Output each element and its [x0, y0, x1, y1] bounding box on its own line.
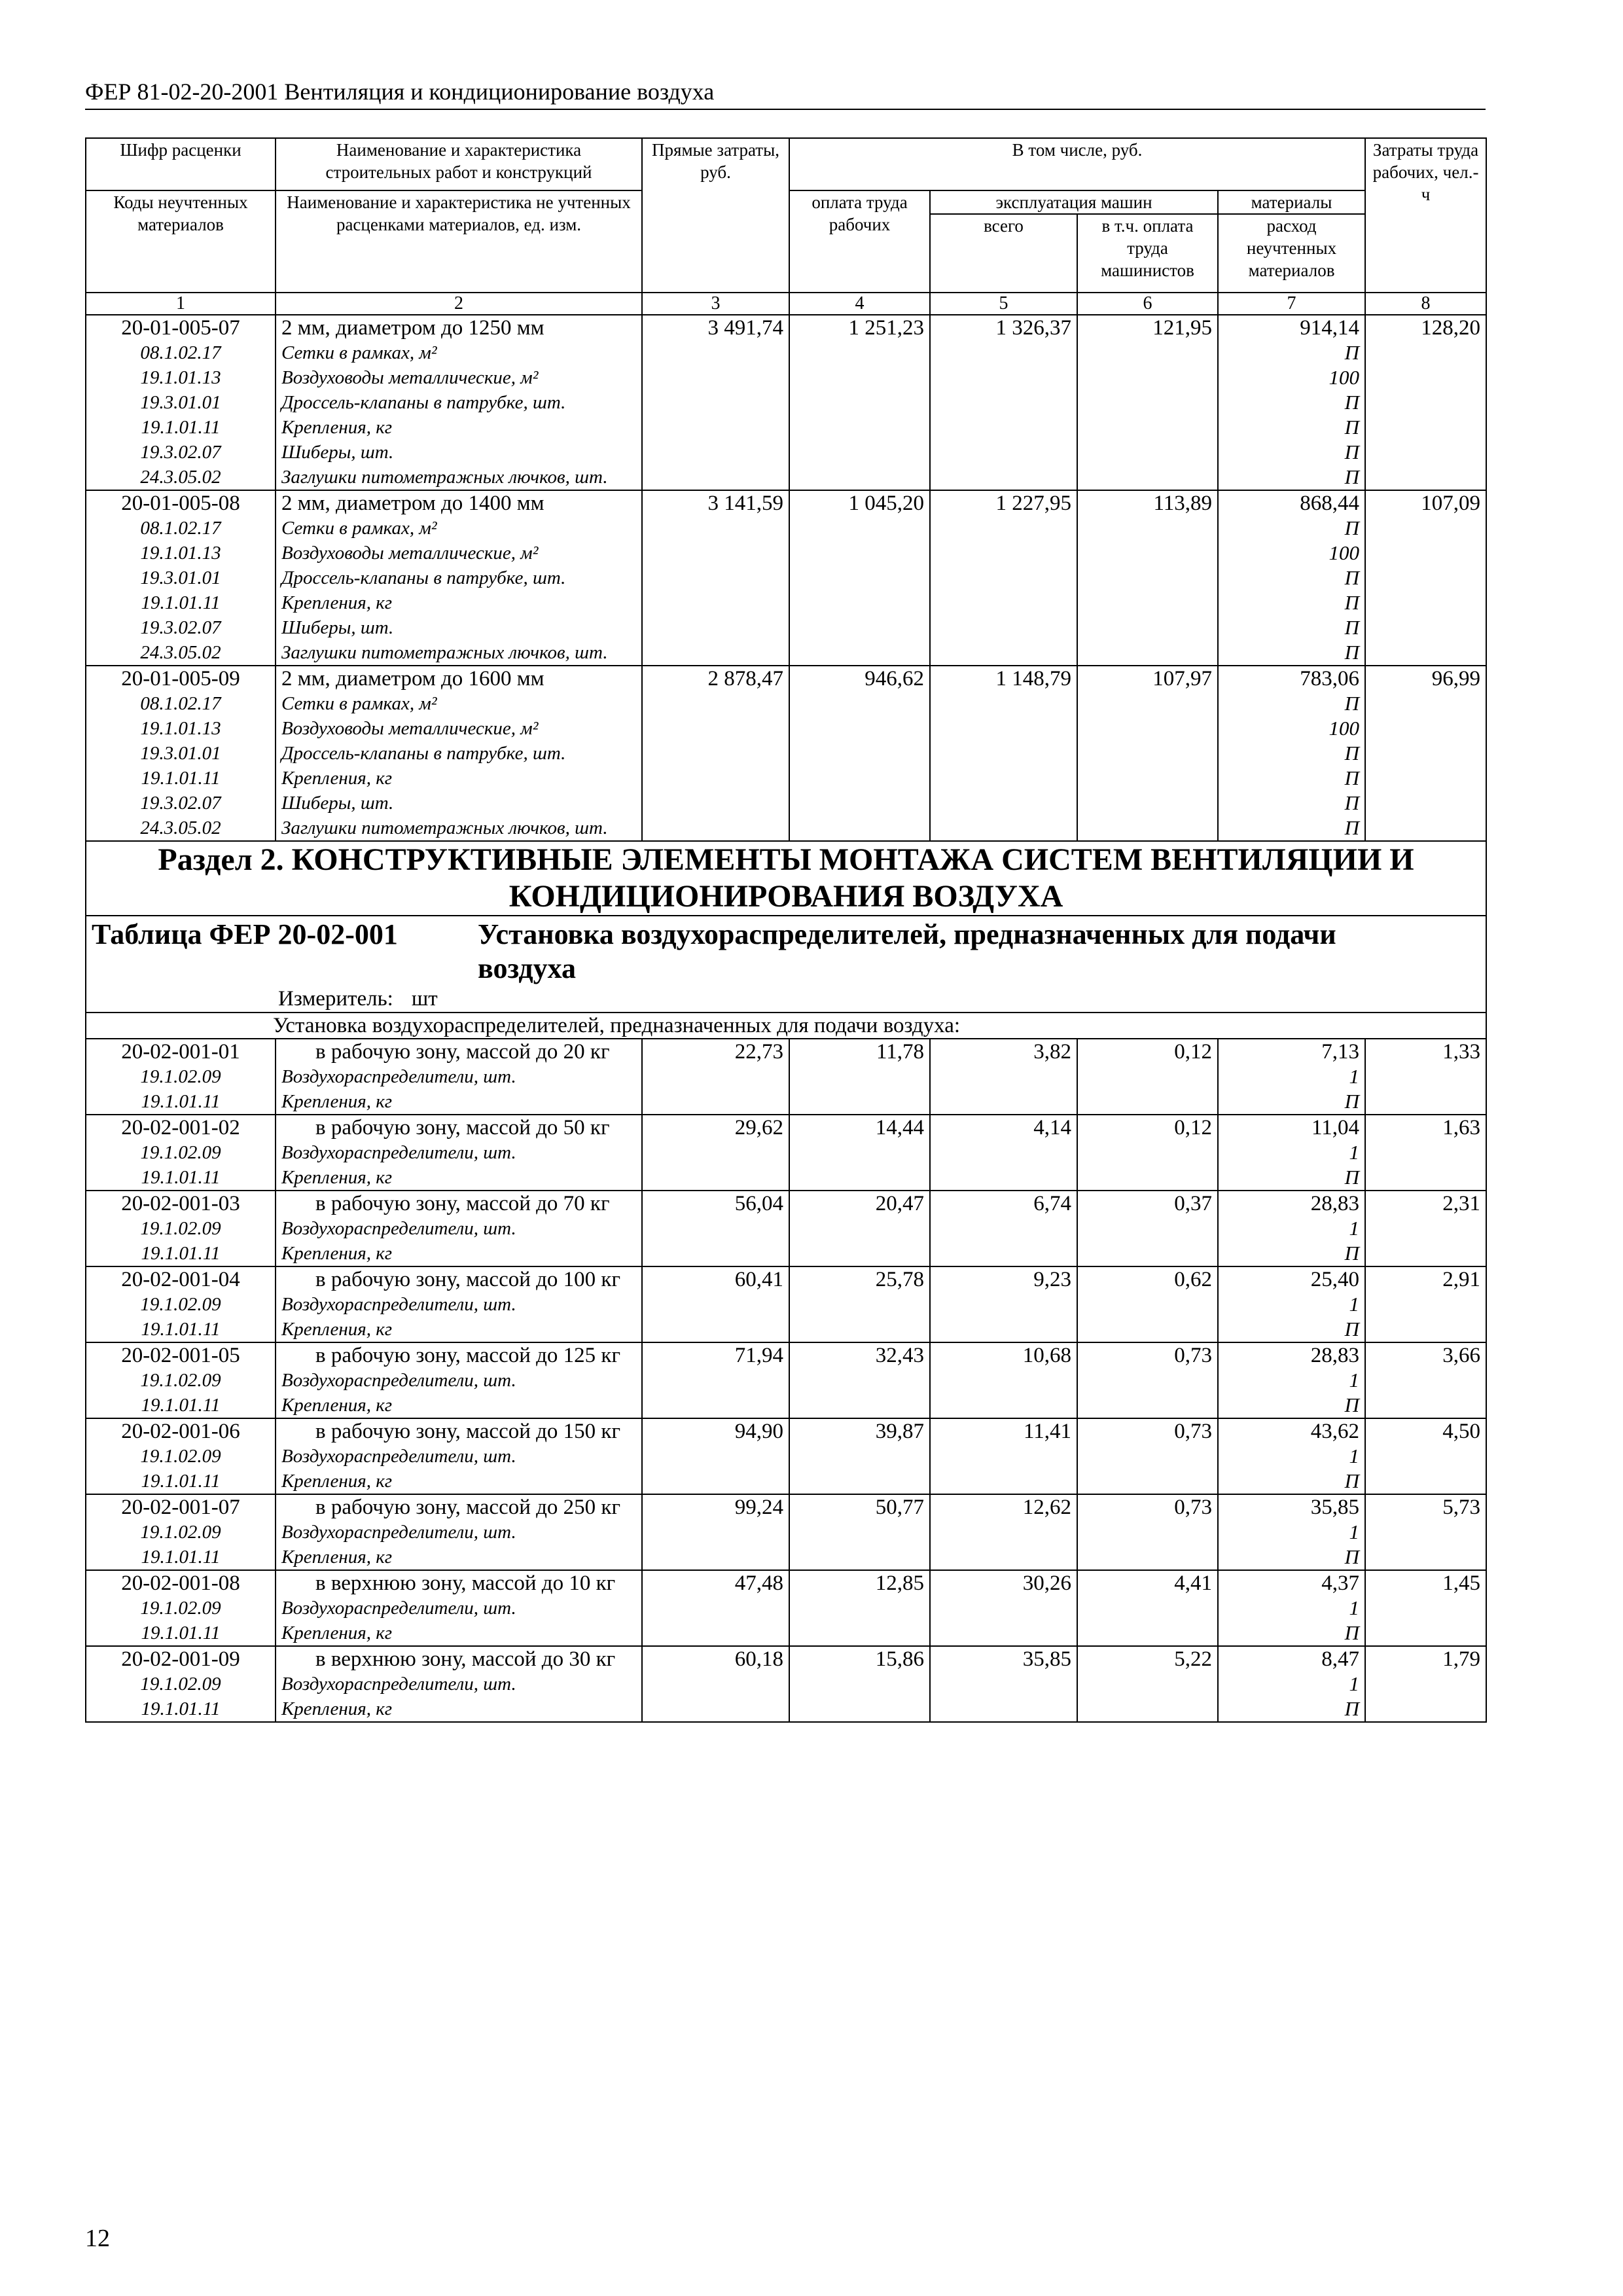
value-mach-total: 30,26: [930, 1570, 1077, 1646]
rate-row: [86, 1646, 1486, 1722]
value-materials: 7,13: [1321, 1040, 1360, 1064]
material-name: Воздухораспределители, шт.: [281, 1218, 516, 1239]
value-mach-labor: 121,95: [1077, 315, 1218, 490]
material-name: Сетки в рамках, м²: [281, 342, 437, 363]
value-labor-hours: 1,63: [1365, 1115, 1486, 1191]
material-name: Дроссель-клапаны в патрубке, шт.: [281, 743, 566, 764]
material-code: 19.3.01.01: [140, 567, 221, 588]
rate-name-cell: [276, 1646, 642, 1722]
value-mach-total: 35,85: [930, 1646, 1077, 1722]
value-labor-hours: 3,66: [1365, 1342, 1486, 1418]
value-labor-hours: 1,33: [1365, 1039, 1486, 1115]
value-mach-total: 9,23: [930, 1266, 1077, 1342]
value-labor-hours: 2,91: [1365, 1266, 1486, 1342]
material-code: 19.1.01.11: [141, 417, 221, 438]
material-name: Крепления, кг: [281, 1698, 393, 1719]
value-mach-total: 6,74: [930, 1191, 1077, 1266]
section-title: Раздел 2. КОНСТРУКТИВНЫЕ ЭЛЕМЕНТЫ МОНТАЖА СИСТЕМ ВЕНТИЛЯЦИИ И КОНДИЦИОНИРОВАНИЯ ВОЗДУХА: [86, 841, 1486, 916]
material-quantity: П: [1344, 766, 1360, 789]
value-labor: 20,47: [789, 1191, 930, 1266]
rate-code-cell: [86, 666, 276, 841]
material-code: 19.1.01.11: [141, 768, 221, 789]
material-quantity: П: [1344, 1393, 1360, 1416]
material-code: 19.1.01.13: [140, 718, 221, 739]
value-mach-labor: 0,12: [1077, 1115, 1218, 1191]
value-labor-hours: 107,09: [1365, 490, 1486, 666]
material-quantity: П: [1344, 1621, 1360, 1644]
material-quantity: 1: [1349, 1065, 1360, 1088]
material-quantity: 1: [1349, 1141, 1360, 1164]
rate-name: 2 мм, диаметром до 1600 мм: [281, 667, 544, 691]
material-name: Крепления, кг: [281, 1091, 393, 1112]
material-code: 24.3.05.02: [140, 817, 221, 838]
material-code: 08.1.02.17: [140, 342, 221, 363]
measure-unit: [92, 986, 1480, 1012]
material-code: 19.1.02.09: [140, 1218, 221, 1239]
material-quantity: П: [1344, 416, 1360, 439]
materials-cell: [1218, 1039, 1365, 1115]
material-code: 24.3.05.02: [140, 467, 221, 488]
material-name: Дроссель-клапаны в патрубке, шт.: [281, 392, 566, 413]
page-header: ФЕР 81-02-20-2001 Вентиляция и кондиционирование воздуха: [85, 77, 1486, 110]
value-direct: 56,04: [642, 1191, 789, 1266]
material-name: Дроссель-клапаны в патрубке, шт.: [281, 567, 566, 588]
material-code: 19.1.01.11: [141, 1243, 221, 1264]
material-code: 19.1.02.09: [140, 1370, 221, 1391]
material-quantity: 1: [1349, 1596, 1360, 1619]
table-number: Таблица ФЕР 20-02-001: [92, 918, 398, 950]
material-quantity: П: [1344, 1242, 1360, 1265]
column-number: 3: [642, 293, 789, 315]
material-quantity: П: [1344, 516, 1360, 539]
value-mach-labor: 5,22: [1077, 1646, 1218, 1722]
value-mach-labor: 113,89: [1077, 490, 1218, 666]
material-quantity: П: [1344, 742, 1360, 764]
rate-name-cell: [276, 1191, 642, 1266]
col-header-unaccounted-names: Наименование и характеристика не учтенных расценками материалов, ед. изм.: [276, 190, 642, 293]
value-direct: 22,73: [642, 1039, 789, 1115]
material-name: Воздухораспределители, шт.: [281, 1142, 516, 1163]
value-direct: 71,94: [642, 1342, 789, 1418]
material-quantity: 100: [1329, 717, 1360, 740]
materials-cell: [1218, 490, 1365, 666]
rate-code-cell: [86, 1418, 276, 1494]
value-labor: 15,86: [789, 1646, 930, 1722]
material-name: Крепления, кг: [281, 1243, 393, 1264]
col-header-direct: Прямые затраты, руб.: [642, 138, 789, 293]
material-quantity: П: [1344, 391, 1360, 414]
value-direct: 2 878,47: [642, 666, 789, 841]
rate-code: 20-02-001-06: [121, 1420, 240, 1443]
rate-code: 20-02-001-03: [121, 1192, 240, 1215]
material-code: 08.1.02.17: [140, 518, 221, 539]
value-labor-hours: 96,99: [1365, 666, 1486, 841]
material-code: 19.1.02.09: [140, 1142, 221, 1163]
material-name: Крепления, кг: [281, 592, 393, 613]
material-code: 19.1.01.11: [141, 1319, 221, 1340]
value-labor: 12,85: [789, 1570, 930, 1646]
materials-cell: [1218, 1342, 1365, 1418]
material-name: Крепления, кг: [281, 1623, 393, 1643]
rate-name-cell: [276, 1570, 642, 1646]
value-mach-total: 4,14: [930, 1115, 1077, 1191]
value-materials: 11,04: [1311, 1116, 1360, 1139]
table-title: [92, 918, 1480, 986]
rate-name-cell: [276, 490, 642, 666]
value-labor: 25,78: [789, 1266, 930, 1342]
table-name: Установка воздухораспределителей, предназначенных для подачи воздуха: [478, 918, 1336, 984]
value-labor-hours: 128,20: [1365, 315, 1486, 490]
column-number: 2: [276, 293, 642, 315]
material-code: 19.1.02.09: [140, 1294, 221, 1315]
value-mach-labor: 0,12: [1077, 1039, 1218, 1115]
material-quantity: П: [1344, 591, 1360, 614]
material-quantity: П: [1344, 1166, 1360, 1189]
material-name: Крепления, кг: [281, 1167, 393, 1188]
value-labor-hours: 4,50: [1365, 1418, 1486, 1494]
value-materials: 914,14: [1300, 316, 1360, 340]
value-mach-total: 10,68: [930, 1342, 1077, 1418]
material-quantity: 1: [1349, 1672, 1360, 1695]
page-number: 12: [85, 2225, 110, 2252]
rate-name-cell: [276, 1115, 642, 1191]
rate-code-cell: [86, 315, 276, 490]
value-mach-labor: 0,37: [1077, 1191, 1218, 1266]
value-mach-total: 1 326,37: [930, 315, 1077, 490]
material-quantity: 100: [1329, 366, 1360, 389]
material-quantity: 1: [1349, 1293, 1360, 1316]
value-direct: 60,18: [642, 1646, 789, 1722]
material-name: Воздухораспределители, шт.: [281, 1370, 516, 1391]
rate-row: [86, 1342, 1486, 1418]
material-code: 19.1.01.11: [141, 592, 221, 613]
material-code: 19.3.02.07: [140, 617, 221, 638]
material-quantity: 1: [1349, 1217, 1360, 1240]
material-name: Заглушки питометражных лючков, шт.: [281, 642, 608, 663]
rate-row: [86, 1039, 1486, 1115]
rate-code-cell: [86, 1494, 276, 1570]
rate-name-cell: [276, 1418, 642, 1494]
material-code: 19.1.01.11: [141, 1698, 221, 1719]
col-header-unaccounted-codes: Коды неучтенных материалов: [86, 190, 276, 293]
materials-cell: [1218, 1646, 1365, 1722]
material-code: 19.1.01.11: [141, 1471, 221, 1492]
rate-row: [86, 666, 1486, 841]
material-quantity: П: [1344, 816, 1360, 839]
value-labor: 11,78: [789, 1039, 930, 1115]
col-header-machines: эксплуатация машин: [930, 190, 1218, 214]
rate-name: в рабочую зону, массой до 150 кг: [315, 1420, 620, 1443]
col-header-code: Шифр расценки: [86, 138, 276, 190]
rate-code: 20-01-005-08: [121, 492, 240, 515]
rate-name: в верхнюю зону, массой до 30 кг: [315, 1647, 616, 1671]
material-name: Воздуховоды металлические, м²: [281, 543, 539, 564]
material-name: Воздухораспределители, шт.: [281, 1294, 516, 1315]
material-name: Шиберы, шт.: [281, 793, 394, 814]
value-materials: 35,85: [1310, 1496, 1360, 1519]
material-code: 19.1.01.13: [140, 543, 221, 564]
value-labor: 1 045,20: [789, 490, 930, 666]
rate-code-cell: [86, 1646, 276, 1722]
rate-code-cell: [86, 1342, 276, 1418]
material-code: 19.1.02.09: [140, 1598, 221, 1619]
col-header-machines-total: всего: [930, 214, 1077, 293]
col-header-labor-pay: оплата труда рабочих: [789, 190, 930, 293]
rates-table: [85, 137, 1487, 1723]
rate-code: 20-02-001-04: [121, 1268, 240, 1291]
material-code: 19.1.01.11: [141, 1547, 221, 1568]
rate-code-cell: [86, 1115, 276, 1191]
column-number: 8: [1365, 293, 1486, 315]
material-name: Шиберы, шт.: [281, 442, 394, 463]
material-code: 19.1.02.09: [140, 1066, 221, 1087]
rate-name-cell: [276, 1039, 642, 1115]
rate-name: в верхнюю зону, массой до 10 кг: [315, 1571, 616, 1595]
material-code: 19.3.02.07: [140, 793, 221, 814]
value-direct: 47,48: [642, 1570, 789, 1646]
materials-cell: [1218, 1266, 1365, 1342]
materials-cell: [1218, 1494, 1365, 1570]
rate-code: 20-02-001-05: [121, 1344, 240, 1367]
rate-code: 20-01-005-09: [121, 667, 240, 691]
table-title-cell: [86, 916, 1486, 1013]
col-header-materials: материалы: [1218, 190, 1365, 214]
material-name: Крепления, кг: [281, 1319, 393, 1340]
rate-name-cell: [276, 1342, 642, 1418]
material-quantity: П: [1344, 465, 1360, 488]
value-labor-hours: 5,73: [1365, 1494, 1486, 1570]
rate-row: [86, 315, 1486, 490]
rate-code: 20-02-001-01: [121, 1040, 240, 1064]
material-quantity: П: [1344, 440, 1360, 463]
rate-name-cell: [276, 315, 642, 490]
column-number: 1: [86, 293, 276, 315]
materials-cell: [1218, 1570, 1365, 1646]
material-code: 24.3.05.02: [140, 642, 221, 663]
rate-code: 20-02-001-08: [121, 1571, 240, 1595]
material-quantity: 1: [1349, 1520, 1360, 1543]
rate-row: [86, 490, 1486, 666]
value-mach-labor: 0,62: [1077, 1266, 1218, 1342]
measure-label: Измеритель:: [278, 987, 393, 1011]
value-mach-total: 1 148,79: [930, 666, 1077, 841]
material-name: Заглушки питометражных лючков, шт.: [281, 467, 608, 488]
rate-name: в рабочую зону, массой до 50 кг: [315, 1116, 610, 1139]
column-number: 5: [930, 293, 1077, 315]
material-name: Воздухораспределители, шт.: [281, 1066, 516, 1087]
material-quantity: П: [1344, 1090, 1360, 1113]
value-labor-hours: 1,79: [1365, 1646, 1486, 1722]
rate-name-cell: [276, 666, 642, 841]
value-materials: 868,44: [1300, 492, 1360, 515]
col-header-name: Наименование и характеристика строительных работ и конструкций: [276, 138, 642, 190]
rate-row: [86, 1570, 1486, 1646]
material-quantity: П: [1344, 641, 1360, 664]
material-name: Воздухораспределители, шт.: [281, 1598, 516, 1619]
rate-code: 20-01-005-07: [121, 316, 240, 340]
rate-code-cell: [86, 1039, 276, 1115]
material-quantity: П: [1344, 616, 1360, 639]
value-materials: 28,83: [1310, 1344, 1360, 1367]
column-number: 6: [1077, 293, 1218, 315]
group-title: Установка воздухораспределителей, предназначенных для подачи воздуха:: [86, 1013, 1486, 1039]
col-header-materials-sub: расход неучтенных материалов: [1218, 214, 1365, 293]
material-name: Крепления, кг: [281, 768, 393, 789]
col-header-labor-cost: Затраты труда рабочих, чел.-ч: [1365, 138, 1486, 293]
material-quantity: П: [1344, 1545, 1360, 1568]
value-mach-labor: 0,73: [1077, 1418, 1218, 1494]
value-materials: 28,83: [1310, 1192, 1360, 1215]
materials-cell: [1218, 1191, 1365, 1266]
material-quantity: П: [1344, 566, 1360, 589]
rate-code-cell: [86, 490, 276, 666]
material-name: Крепления, кг: [281, 1547, 393, 1568]
col-header-including: В том числе, руб.: [789, 138, 1365, 190]
rate-code-cell: [86, 1191, 276, 1266]
material-quantity: П: [1344, 1697, 1360, 1720]
material-name: Шиберы, шт.: [281, 617, 394, 638]
material-name: Воздухораспределители, шт.: [281, 1522, 516, 1543]
material-name: Крепления, кг: [281, 1471, 393, 1492]
material-quantity: 100: [1329, 541, 1360, 564]
rate-name: в рабочую зону, массой до 250 кг: [315, 1496, 620, 1519]
rate-name-cell: [276, 1494, 642, 1570]
material-code: 19.1.02.09: [140, 1674, 221, 1695]
value-mach-total: 3,82: [930, 1039, 1077, 1115]
material-code: 19.1.02.09: [140, 1522, 221, 1543]
value-labor: 50,77: [789, 1494, 930, 1570]
material-name: Воздухораспределители, шт.: [281, 1446, 516, 1467]
rate-row: [86, 1266, 1486, 1342]
value-labor: 39,87: [789, 1418, 930, 1494]
rate-code: 20-02-001-07: [121, 1496, 240, 1519]
value-mach-labor: 0,73: [1077, 1494, 1218, 1570]
material-code: 19.1.01.11: [141, 1395, 221, 1416]
column-number: 7: [1218, 293, 1365, 315]
material-code: 19.3.02.07: [140, 442, 221, 463]
value-mach-labor: 107,97: [1077, 666, 1218, 841]
value-mach-total: 11,41: [930, 1418, 1077, 1494]
material-name: Сетки в рамках, м²: [281, 518, 437, 539]
column-number: 4: [789, 293, 930, 315]
value-labor-hours: 1,45: [1365, 1570, 1486, 1646]
material-name: Сетки в рамках, м²: [281, 693, 437, 714]
value-mach-labor: 0,73: [1077, 1342, 1218, 1418]
material-name: Крепления, кг: [281, 417, 393, 438]
rate-name: 2 мм, диаметром до 1400 мм: [281, 492, 544, 515]
materials-cell: [1218, 1115, 1365, 1191]
material-quantity: П: [1344, 1469, 1360, 1492]
material-code: 19.1.01.13: [140, 367, 221, 388]
value-direct: 3 141,59: [642, 490, 789, 666]
value-labor: 32,43: [789, 1342, 930, 1418]
value-direct: 60,41: [642, 1266, 789, 1342]
material-code: 19.1.01.11: [141, 1623, 221, 1643]
material-quantity: П: [1344, 341, 1360, 364]
material-name: Крепления, кг: [281, 1395, 393, 1416]
material-quantity: 1: [1349, 1444, 1360, 1467]
material-code: 19.3.01.01: [140, 392, 221, 413]
material-quantity: 1: [1349, 1369, 1360, 1391]
value-labor: 14,44: [789, 1115, 930, 1191]
material-name: Воздухораспределители, шт.: [281, 1674, 516, 1695]
value-direct: 3 491,74: [642, 315, 789, 490]
material-code: 19.1.02.09: [140, 1446, 221, 1467]
rate-code: 20-02-001-09: [121, 1647, 240, 1671]
rate-row: [86, 1418, 1486, 1494]
rate-code-cell: [86, 1570, 276, 1646]
col-header-machines-labor: в т.ч. оплата труда машинистов: [1077, 214, 1218, 293]
value-labor-hours: 2,31: [1365, 1191, 1486, 1266]
materials-cell: [1218, 666, 1365, 841]
material-quantity: П: [1344, 1318, 1360, 1340]
material-name: Воздуховоды металлические, м²: [281, 367, 539, 388]
value-labor: 1 251,23: [789, 315, 930, 490]
rate-name: в рабочую зону, массой до 100 кг: [315, 1268, 620, 1291]
value-materials: 43,62: [1310, 1420, 1360, 1443]
value-direct: 29,62: [642, 1115, 789, 1191]
material-code: 19.1.01.11: [141, 1167, 221, 1188]
material-quantity: П: [1344, 791, 1360, 814]
value-mach-total: 12,62: [930, 1494, 1077, 1570]
rate-code: 20-02-001-02: [121, 1116, 240, 1139]
value-direct: 99,24: [642, 1494, 789, 1570]
material-code: 19.3.01.01: [140, 743, 221, 764]
rate-row: [86, 1191, 1486, 1266]
material-name: Заглушки питометражных лючков, шт.: [281, 817, 608, 838]
value-direct: 94,90: [642, 1418, 789, 1494]
value-mach-total: 1 227,95: [930, 490, 1077, 666]
rate-row: [86, 1115, 1486, 1191]
rate-name: в рабочую зону, массой до 125 кг: [315, 1344, 620, 1367]
material-code: 19.1.01.11: [141, 1091, 221, 1112]
value-materials: 8,47: [1321, 1647, 1360, 1671]
rate-name: в рабочую зону, массой до 70 кг: [315, 1192, 610, 1215]
rate-name: в рабочую зону, массой до 20 кг: [315, 1040, 610, 1064]
materials-cell: [1218, 315, 1365, 490]
rate-row: [86, 1494, 1486, 1570]
rate-code-cell: [86, 1266, 276, 1342]
material-code: 08.1.02.17: [140, 693, 221, 714]
rate-name-cell: [276, 1266, 642, 1342]
value-materials: 25,40: [1310, 1268, 1360, 1291]
material-name: Воздуховоды металлические, м²: [281, 718, 539, 739]
measure-value: шт: [411, 987, 438, 1011]
value-materials: 783,06: [1300, 667, 1360, 691]
materials-cell: [1218, 1418, 1365, 1494]
value-mach-labor: 4,41: [1077, 1570, 1218, 1646]
material-quantity: П: [1344, 692, 1360, 715]
rate-name: 2 мм, диаметром до 1250 мм: [281, 316, 544, 340]
value-materials: 4,37: [1321, 1571, 1360, 1595]
value-labor: 946,62: [789, 666, 930, 841]
